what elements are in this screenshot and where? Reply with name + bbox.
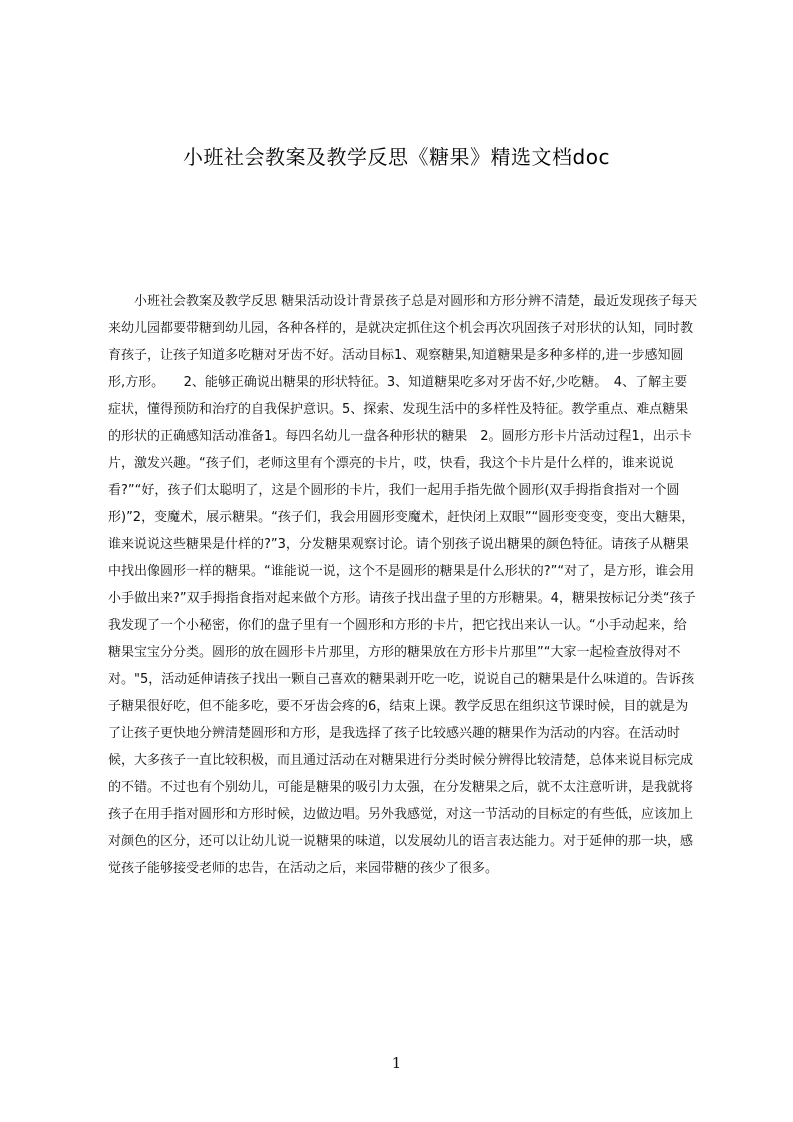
document-body: 小班社会教案及教学反思 糖果活动设计背景孩子总是对圆形和方形分辨不清楚，最近发现孩子每天来幼儿园都要带糖到幼儿园，各种各样的，是就决定抓住这个机会再次巩固孩子对形状的认知，同时教育孩子，让孩子知道多吃糖对牙齿不好。活动目标1、观察糖果,知道糖果是多种多样的,进一步感知圆形,方形。 2、能够正确说出糖果的形状特征。3、知道糖果吃多对牙齿不好,少吃糖。 4、了解主要症状，懂得预防和治疗的自我保护意识。5、探索、发现生活中的多样性及特征。教学重点、难点糖果的形状的正确感知活动准备1。每四名幼儿一盘各种形状的糖果 2。圆形方形卡片活动过程1，出示卡片，激发兴趣。“孩子们，老师这里有个漂亮的卡片，哎，快看，我这个卡片是什么样的，谁来说说看?”“好，孩子们太聪明了，这是个圆形的卡片，我们一起用手指先做个圆形(双手拇指食指对一个圆形)”2，变魔术，展示糖果。“孩子们，我会用圆形变魔术，赶快闭上双眼”“圆形变变变，变出大糖果，谁来说说这些糖果是什样的?”3，分发糖果观察讨论。请个别孩子说出糖果的颜色特征。请孩子从糖果中找出像圆形一样的糖果。“谁能说一说，这个不是圆形的糖果是什么形状的?”“对了，是方形，谁会用小手做出来?”双手拇指食指对起来做个方形。请孩子找出盘子里的方形糖果。4，糖果按标记分类“孩子我发现了一个小秘密，你们的盘子里有一个圆形和方形的卡片，把它找出来认一认。“小手动起来，给糖果宝宝分分类。圆形的放在圆形卡片那里，方形的糖果放在方形卡片那里”“大家一起检查放得对不对。"5，活动延伸请孩子找出一颗自己喜欢的糖果剥开吃一吃，说说自己的糖果是什么味道的。告诉孩子糖果很好吃，但不能多吃，要不牙齿会疼的6，结束上课。教学反思在组织这节课时候，目的就是为了让孩子更快地分辨清楚圆形和方形，是我选择了孩子比较感兴趣的糖果作为活动的内容。在活动时候，大多孩子一直比较积极，而且通过活动在对糖果进行分类时候分辨得比较清楚，总体来说目标完成的不错。不过也有个别幼儿，可能是糖果的吸引力太强，在分发糖果之后，就不太注意听讲，是我就将孩子在用手指对圆形和方形时候，边做边唱。另外我感觉，对这一节活动的目标定的有些低，应该加上对颜色的区分，还可以让幼儿说一说糖果的味道，以发展幼儿的语言表达能力。对于延伸的那一块，感觉孩子能够接受老师的忠告，在活动之后，来园带糖的孩少了很多。 [108,294,698,876]
page-title: 小班社会教案及教学反思《糖果》精选文档doc [183,145,610,169]
page-number: 1 [391,1054,402,1072]
